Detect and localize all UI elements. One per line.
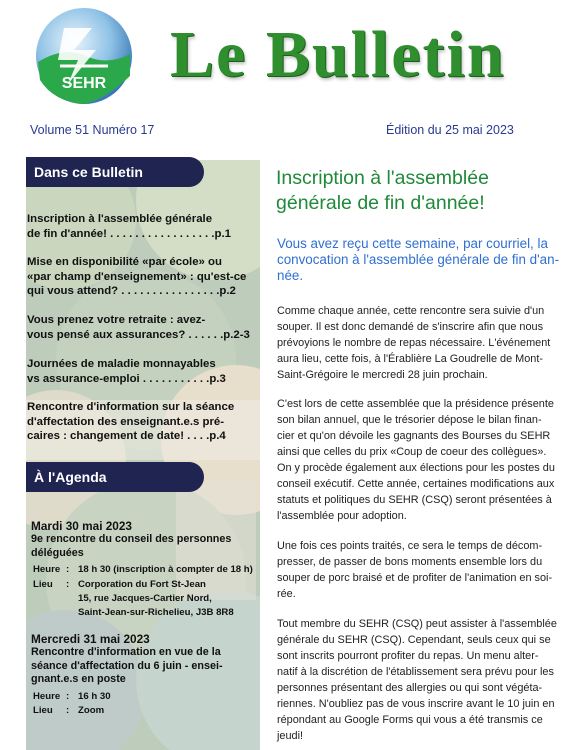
article-paragraph-1 [277, 303, 569, 383]
toc-line: vous pensé aux assurances? . . . . . .p.2-3 [27, 328, 250, 341]
agenda-lieu-sep: : [66, 705, 70, 716]
agenda-line: 9e rencontre du conseil des personnes [31, 533, 232, 545]
toc-line: Mise en disponibilité «par école» ou [27, 256, 222, 268]
toc-line: vs assurance-emploi . . . . . . . . . . .p.3 [27, 372, 226, 385]
agenda-heading: À l'Agenda [26, 462, 204, 492]
title-line: Inscription à l'assemblée [276, 167, 489, 189]
toc-line: de fin d'année! . . . . . . . . . . . . . . . . .p.1 [27, 227, 231, 240]
para-line: cier et qu'on dévoile les gagnants des Bourses du SEHR [277, 430, 551, 442]
para-line: l'assemblée pour adoption. [277, 510, 407, 522]
para-line: rée. [277, 588, 296, 600]
agenda-date-1: Mardi 30 mai 2023 [31, 519, 132, 533]
para-line: ainsi que celles du prix «Coup de coeur des collègues». [277, 446, 547, 458]
toc-item-4[interactable] [27, 357, 259, 386]
toc-line: Rencontre d'information sur la séance [27, 401, 235, 413]
agenda-heure-sep: : [66, 564, 70, 575]
para-line: natif à la discrétion de l'établissement sera prévu pour les [277, 666, 554, 678]
article-title [276, 166, 566, 216]
para-line: personnes présentant des allergies ou qui sont végéta- [277, 682, 543, 694]
para-line: jeudi! [277, 730, 304, 742]
para-line: souper. Il est donc demandé de s'inscrire afin que nous [277, 321, 544, 333]
agenda-lieu-label-1: Lieu [33, 579, 53, 590]
toc-item-3[interactable] [27, 313, 259, 342]
agenda-lieu-2: Zoom [78, 705, 105, 716]
agenda-heure-1: 18 h 30 (inscription à compter de 18 h) [78, 564, 253, 575]
agenda-line: 15, rue Jacques-Cartier Nord, [78, 593, 212, 604]
agenda-line: déléguées [31, 546, 84, 559]
para-line: son bilan annuel, que le trésorier dépose le bilan finan- [277, 414, 542, 426]
article-paragraph-4 [277, 616, 569, 744]
edition-date: Édition du 25 mai 2023 [386, 123, 514, 137]
toc-item-2[interactable] [27, 255, 259, 299]
lead-line: Vous avez reçu cette semaine, par courriel, la [277, 236, 548, 251]
agenda-heure-label-2: Heure [33, 691, 61, 702]
agenda-event-2 [31, 646, 223, 687]
toc-line: d'affectation des enseignant.e.s pré- [27, 415, 225, 428]
agenda-line: Corporation du Fort St-Jean [78, 579, 206, 590]
para-line: presser, de passer de bons moments ensemble lors du [277, 556, 543, 568]
agenda-heure-sep: : [66, 691, 70, 702]
lead-line: convocation à l'assemblée générale de fin d'an- [277, 252, 560, 267]
agenda-line: séance d'affectation du 6 juin - ensei- [31, 659, 223, 672]
para-line: générale du SEHR (CSQ). Cependant, seuls ceux qui se [277, 634, 551, 646]
toc-line: Journées de maladie monnayables [27, 358, 216, 370]
para-line: Tout membre du SEHR (CSQ) peut assister à l'assemblée [277, 618, 557, 630]
para-line: riennes. N'oubliez pas de vous inscrire avant le 10 juin en [277, 698, 555, 710]
article-paragraph-3 [277, 538, 569, 602]
para-line: répondant au Google Forms qui vous a été transmis ce [277, 714, 543, 726]
agenda-line: gnant.e.s en poste [31, 673, 126, 685]
para-line: aura lieu, cette fois, à l'Érablière La Goudrelle de Mont- [277, 353, 544, 365]
para-line: On y procède également aux élections pour les postes du [277, 462, 555, 474]
sehr-logo [34, 6, 134, 106]
agenda-date-2: Mercredi 31 mai 2023 [31, 632, 150, 646]
article-lead [277, 236, 569, 284]
para-line: sont inscrits pourront profiter du repas. Un menu alter- [277, 650, 539, 662]
volume-number: Volume 51 Numéro 17 [30, 123, 155, 137]
toc-item-1[interactable] [27, 212, 259, 241]
agenda-event-1 [31, 533, 231, 560]
toc-line: Inscription à l'assemblée générale [27, 213, 213, 225]
toc-line: Vous prenez votre retraite : avez- [27, 314, 206, 326]
para-line: Une fois ces points traités, ce sera le temps de décom- [277, 540, 543, 552]
agenda-heure-label-1: Heure [33, 564, 61, 575]
para-line: C'est lors de cette assemblée que la présidence présente [277, 398, 554, 410]
toc-line: caires : changement de date! . . . .p.4 [27, 430, 226, 442]
title-line: générale de fin d'année! [276, 192, 485, 214]
svg-text:SEHR: SEHR [61, 75, 107, 92]
para-line: conseil exécutif. Cette année, certaines modifications aux [277, 478, 555, 490]
toc-line: «par champ d'enseignement» : qu'est-ce [27, 270, 247, 283]
agenda-lieu-sep: : [66, 579, 70, 590]
bulletin-title: Le Bulletin [170, 18, 506, 91]
article-paragraph-2 [277, 396, 569, 524]
para-line: Comme chaque année, cette rencontre sera suivie d'un [277, 305, 545, 317]
para-line: statuts et politiques du SEHR (CSQ) seront présentées à [277, 494, 552, 506]
para-line: Saint-Grégoire le mercredi 28 juin prochain. [277, 369, 488, 381]
agenda-line: Rencontre d'information en vue de la [31, 646, 221, 658]
agenda-lieu-1 [78, 578, 234, 620]
lead-line: née. [277, 268, 304, 283]
para-line: prévoyions le nombre de repas nécessaire. L'événement [277, 337, 551, 349]
toc-line: qui vous attend? . . . . . . . . . . . . . . . .p.2 [27, 285, 236, 297]
para-line: souper de porc braisé et de profiter de l'animation en soi- [277, 572, 553, 584]
toc-item-5[interactable] [27, 400, 259, 444]
contents-heading: Dans ce Bulletin [26, 157, 204, 187]
agenda-lieu-label-2: Lieu [33, 705, 53, 716]
agenda-heure-2: 16 h 30 [78, 691, 111, 702]
agenda-line: Saint-Jean-sur-Richelieu, J3B 8R8 [78, 607, 234, 618]
